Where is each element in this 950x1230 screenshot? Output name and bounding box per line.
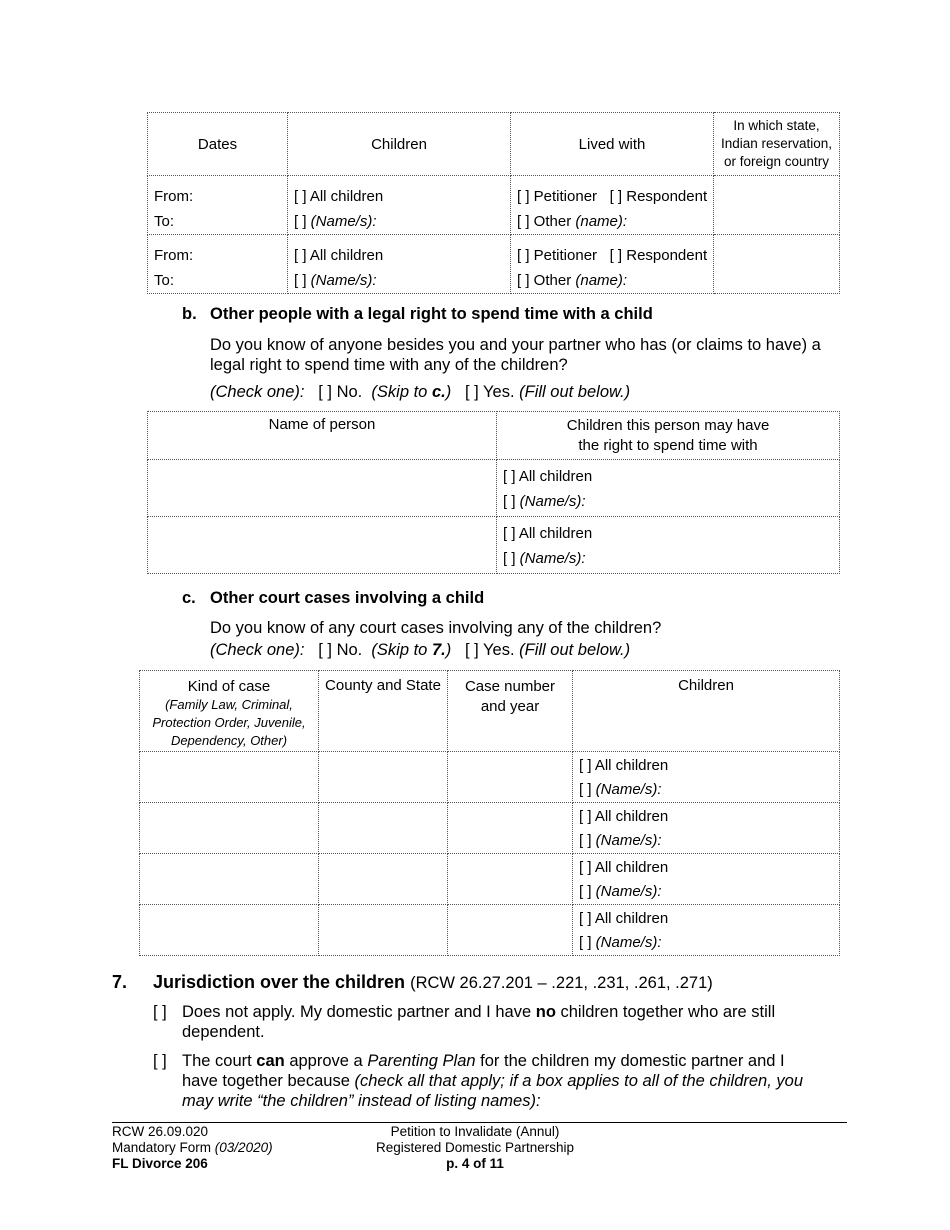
names-checkbox[interactable]: [ ] (Name/s): (294, 213, 377, 230)
all-children-checkbox[interactable]: [ ] All children (294, 188, 384, 205)
names-checkbox[interactable]: [ ] (Name/s): (579, 832, 662, 849)
county-cell[interactable] (319, 803, 448, 854)
children-cell[interactable] (497, 460, 840, 517)
names-checkbox[interactable]: [ ] (Name/s): (503, 493, 586, 510)
names-checkbox[interactable]: [ ] (Name/s): (579, 781, 662, 798)
case-number-cell[interactable] (448, 752, 573, 803)
table-header-row (148, 412, 840, 460)
option-does-not-apply: Does not apply. My domestic partner and I have no children together who are still dependent. (182, 1003, 776, 1041)
table-row (148, 460, 840, 517)
header-case-number: Case number and year (448, 671, 573, 752)
names-checkbox[interactable]: [ ] (Name/s): (294, 272, 377, 289)
header-children: Children (288, 113, 511, 176)
state-cell[interactable] (714, 235, 840, 294)
section-c-yes-checkbox[interactable]: [ ] Yes. (464, 641, 515, 659)
section-c-heading: Other court cases involving a child (210, 589, 485, 607)
section-c-check-line: (Check one): [ ] No. (Skip to 7.) [ ] Yes. (Fill out below.) (210, 641, 631, 659)
children-cell[interactable] (497, 517, 840, 574)
children-cell[interactable] (573, 905, 840, 956)
all-children-checkbox[interactable]: [ ] All children (579, 757, 669, 774)
footer-center: Petition to Invalidate (Annul) Registered Domestic Partnership p. 4 of 11 (325, 1124, 625, 1172)
petitioner-checkbox[interactable]: [ ] Petitioner (517, 247, 598, 264)
names-checkbox[interactable]: [ ] (Name/s): (579, 883, 662, 900)
all-children-checkbox[interactable]: [ ] All children (579, 910, 669, 927)
kind-cell[interactable] (140, 854, 319, 905)
kind-cell[interactable] (140, 752, 319, 803)
all-children-checkbox[interactable]: [ ] All children (579, 859, 669, 876)
table-row (140, 752, 840, 803)
section-7-heading: Jurisdiction over the children (153, 972, 406, 992)
lived-with-cell[interactable] (511, 235, 714, 294)
header-lived-with: Lived with (511, 113, 714, 176)
other-checkbox[interactable]: [ ] Other (name): (517, 213, 628, 230)
section-c-letter: c. (182, 589, 196, 607)
header-county-state: County and State (319, 671, 448, 752)
table-row (148, 517, 840, 574)
section-b-no-checkbox[interactable]: [ ] No. (318, 383, 363, 401)
kind-cell[interactable] (140, 905, 319, 956)
state-cell[interactable] (714, 176, 840, 235)
header-name-of-person: Name of person (148, 412, 497, 460)
header-kind-of-case: Kind of case (Family Law, Criminal, Protection Order, Juvenile, Dependency, Other) (140, 671, 319, 752)
option-court-can-checkbox[interactable]: [ ] (153, 1052, 167, 1070)
page-number: p. 4 of 11 (446, 1156, 504, 1171)
dates-cell[interactable]: From: To: (148, 176, 288, 235)
option-court-can: The court can approve a Parenting Plan for the children my domestic partner and I have together because (check all that apply; if a box applies to all of the children, you may write “the children” instead of listing names): (182, 1052, 803, 1110)
children-cell[interactable] (288, 176, 511, 235)
respondent-checkbox[interactable]: [ ] Respondent (609, 188, 708, 205)
header-state: In which state, Indian reservation, or foreign country (714, 113, 840, 176)
case-number-cell[interactable] (448, 905, 573, 956)
county-cell[interactable] (319, 854, 448, 905)
case-number-cell[interactable] (448, 854, 573, 905)
section-b-check-line: (Check one): [ ] No. (Skip to c.) [ ] Yes. (Fill out below.) (210, 383, 631, 401)
person-name-cell[interactable] (148, 517, 497, 574)
section-b-question: Do you know of anyone besides you and your partner who has (or claims to have) a legal right to spend time with any of the children? (210, 336, 821, 374)
table-row (140, 905, 840, 956)
table-header-row (148, 113, 840, 176)
names-checkbox[interactable]: [ ] (Name/s): (503, 550, 586, 567)
county-cell[interactable] (319, 752, 448, 803)
children-cell[interactable] (573, 752, 840, 803)
dates-cell[interactable]: From: To: (148, 235, 288, 294)
children-cell[interactable] (288, 235, 511, 294)
all-children-checkbox[interactable]: [ ] All children (503, 525, 593, 542)
header-children-right: Children this person may have the right to spend time with (497, 412, 840, 460)
other-checkbox[interactable]: [ ] Other (name): (517, 272, 628, 289)
children-cell[interactable] (573, 803, 840, 854)
section-7-number: 7. (112, 972, 128, 992)
section-b-yes-checkbox[interactable]: [ ] Yes. (464, 383, 515, 401)
court-cases-table (139, 670, 840, 956)
table-row (148, 235, 840, 294)
section-7-citation: (RCW 26.27.201 – .221, .231, .261, .271) (410, 974, 713, 992)
all-children-checkbox[interactable]: [ ] All children (503, 468, 593, 485)
legal-right-table (147, 411, 840, 574)
lived-with-cell[interactable] (511, 176, 714, 235)
residence-table (147, 112, 840, 294)
option-does-not-apply-checkbox[interactable]: [ ] (153, 1003, 167, 1021)
table-row (140, 803, 840, 854)
section-b-letter: b. (182, 305, 197, 323)
section-b-heading: Other people with a legal right to spend time with a child (210, 305, 653, 323)
table-header-row (140, 671, 840, 752)
respondent-checkbox[interactable]: [ ] Respondent (609, 247, 708, 264)
section-c-no-checkbox[interactable]: [ ] No. (318, 641, 363, 659)
county-cell[interactable] (319, 905, 448, 956)
names-checkbox[interactable]: [ ] (Name/s): (579, 934, 662, 951)
header-dates: Dates (148, 113, 288, 176)
case-number-cell[interactable] (448, 803, 573, 854)
header-children: Children (573, 671, 840, 752)
all-children-checkbox[interactable]: [ ] All children (294, 247, 384, 264)
section-7-title (153, 972, 713, 993)
kind-cell[interactable] (140, 803, 319, 854)
person-name-cell[interactable] (148, 460, 497, 517)
children-cell[interactable] (573, 854, 840, 905)
footer-left: RCW 26.09.020 Mandatory Form (03/2020) FL Divorce 206 (112, 1124, 273, 1171)
table-row (148, 176, 840, 235)
table-row (140, 854, 840, 905)
all-children-checkbox[interactable]: [ ] All children (579, 808, 669, 825)
section-c-question: Do you know of any court cases involving any of the children? (210, 619, 662, 637)
petitioner-checkbox[interactable]: [ ] Petitioner (517, 188, 598, 205)
footer-divider (112, 1122, 847, 1123)
